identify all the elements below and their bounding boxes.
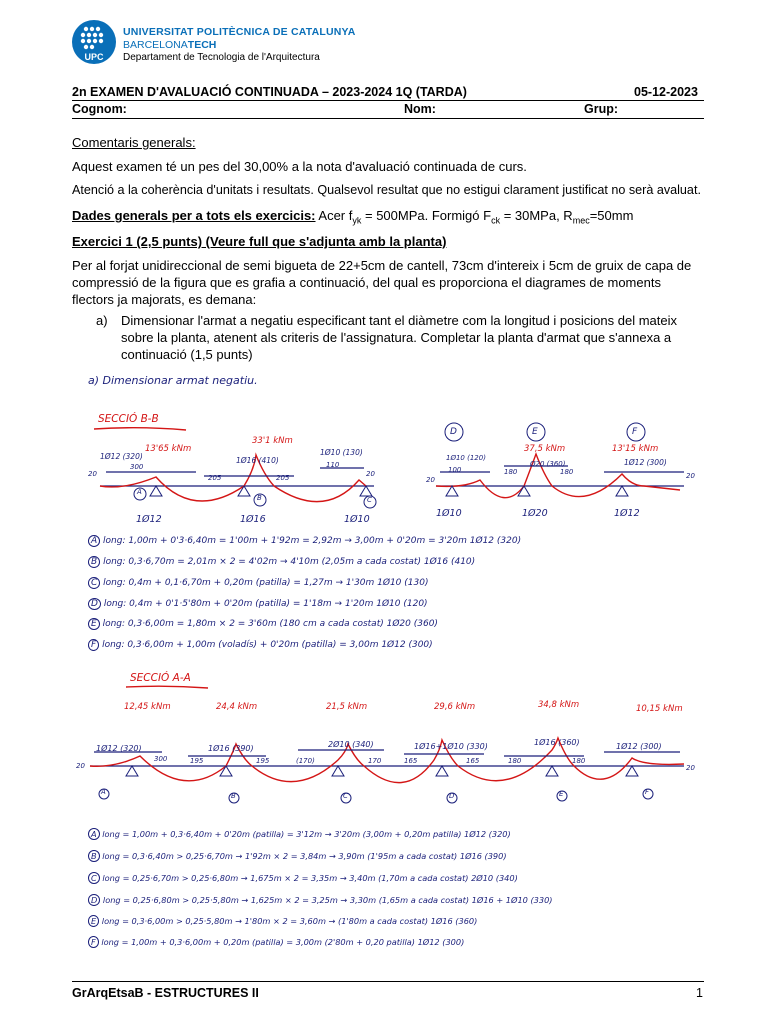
- aa-dim-9: 180: [572, 757, 586, 765]
- bb-bottom-5: 1Ø20: [522, 508, 548, 519]
- bb-bar-5: Ø20 (360): [530, 460, 566, 468]
- upc-logo: [72, 20, 116, 64]
- aa-bar-3: 2Ø10 (340): [328, 740, 374, 749]
- bb-dim-8: 180: [504, 468, 518, 476]
- bb-support-C: C: [367, 496, 372, 504]
- university-name: UNIVERSITAT POLITÈCNICA DE CATALUNYA: [123, 26, 356, 38]
- bb-calc-E: E long: 0,3·6,00m = 1,80m × 2 = 3'60m (180 cm a cada costat) 1Ø20 (360): [88, 619, 438, 629]
- bb-dim-1: 300: [130, 463, 144, 471]
- aa-bar-2: 1Ø16 (390): [208, 744, 254, 753]
- bb-support-F: F: [632, 427, 638, 437]
- general-data-line: Dades generals per a tots els exercicis: Acer $f_{yk} = 500MPa$. Formigó $F_{ck} = 30MPa$, $R_{mec}=50mm$: [72, 208, 634, 226]
- bb-dim-6: 20: [366, 470, 375, 478]
- aa-calc-F: F long = 1,00m + 0,3·6,00m + 0,20m (patilla) = 3,00m (2'80m + 0,20 patilla) 1Ø12 (300): [88, 937, 464, 947]
- bb-moment-3: 37,5 kNm: [524, 444, 566, 454]
- exam-title: 2n EXAMEN D'AVALUACIÓ CONTINUADA – 2023-2024 1Q (TARDA): [72, 85, 467, 99]
- aa-calc-B: B long = 0,3·6,40m > 0,25·6,70m → 1'92m × 2 = 3,84m → 3,90m (1'95m a cada costat) 1Ø16 (390): [88, 851, 507, 861]
- bb-calc-F: F long: 0,3·6,00m + 1,00m (voladís) + 0'20m (patilla) = 3,00m 1Ø12 (300): [88, 640, 433, 650]
- handwritten-intro: a) Dimensionar armat negatiu.: [88, 374, 258, 387]
- bb-bottom-4: 1Ø10: [436, 508, 462, 519]
- units-paragraph: Atenció a la coherència d'unitats i resultats. Qualsevol resultat que no estigui clarament justificat no serà avaluat.: [72, 183, 701, 197]
- bb-bottom-2: 1Ø16: [240, 514, 266, 525]
- bb-moment-4: 13'15 kNm: [612, 444, 659, 454]
- aa-dim-11: 20: [686, 764, 695, 772]
- bb-calc-B: B long: 0,3·6,70m = 2,01m × 2 = 4'02m → 4'10m (2,05m a cada costat) 1Ø16 (410): [88, 557, 475, 567]
- bb-dim-2: 205: [208, 474, 222, 482]
- group-label: Grup:: [584, 102, 619, 116]
- bb-calc-A: A long: 1,00m + 0'3·6,40m = 1'00m + 1'92m = 2,92m → 3,00m + 0'20m = 3'20m 1Ø12 (320): [88, 536, 521, 546]
- aa-support-F: F: [645, 788, 650, 796]
- bb-support-A: A: [137, 488, 142, 496]
- aa-dim-5: 170: [368, 757, 382, 765]
- aa-calc-C: C long = 0,25·6,70m > 0,25·6,80m → 1,675m × 2 = 3,35m → 3,40m (1,70m a cada costat) 2Ø10 (340): [88, 873, 518, 883]
- surname-label: Cognom:: [72, 102, 127, 116]
- weight-paragraph: Aquest examen té un pes del 30,00% a la nota d'avaluació continuada de curs.: [72, 159, 527, 174]
- bb-dim-4: 110: [326, 461, 340, 469]
- section-aa-underline: [124, 684, 210, 690]
- bb-bottom-3: 1Ø10: [344, 514, 370, 525]
- item-a-marker: a): [96, 313, 108, 328]
- bb-dim-7: 100: [448, 466, 462, 474]
- bb-bar-1: 1Ø12 (320): [100, 452, 143, 461]
- aa-dim-8: 180: [508, 757, 522, 765]
- aa-calc-E: E long = 0,3·6,00m > 0,25·5,80m → 1'80m × 2 = 3,60m → (1'80m a cada costat) 1Ø16 (360): [88, 916, 477, 926]
- footer-rule: [72, 981, 704, 982]
- aa-moment-3: 21,5 kNm: [326, 702, 368, 712]
- aa-dim-7: 165: [466, 757, 480, 765]
- aa-support-E: E: [559, 790, 564, 798]
- bb-bar-3: 1Ø10 (130): [320, 448, 363, 457]
- bb-bar-6: 1Ø12 (300): [624, 458, 667, 467]
- aa-support-D: D: [449, 792, 455, 800]
- page-number: 1: [696, 986, 703, 1000]
- aa-moment-6: 10,15 kNm: [636, 704, 683, 714]
- aa-dim-4: (170): [296, 757, 315, 765]
- bb-moment-2: 33'1 kNm: [252, 436, 293, 446]
- bb-support-D: D: [450, 427, 457, 437]
- aa-moment-4: 29,6 kNm: [434, 702, 476, 712]
- section-aa-diagram: [84, 730, 694, 810]
- bb-bottom-1: 1Ø12: [136, 514, 162, 525]
- bb-bar-4: 1Ø10 (120): [446, 454, 486, 462]
- upc-logo-icon: [72, 20, 116, 64]
- aa-calc-A: A long = 1,00m + 0,3·6,40m + 0'20m (patilla) = 3'12m → 3'20m (3,00m + 0,20m patilla) 1Ø12 (320): [88, 829, 511, 839]
- aa-bar-6: 1Ø12 (300): [616, 742, 662, 751]
- aa-bar-4: 1Ø16+1Ø10 (330): [414, 742, 488, 751]
- aa-dim-3: 195: [256, 757, 270, 765]
- bb-dim-3: 205: [276, 474, 290, 482]
- aa-dim-1: 300: [154, 755, 168, 763]
- aa-support-C: C: [343, 792, 348, 800]
- section-bb-diagram: [84, 420, 704, 530]
- aa-dim-6: 165: [404, 757, 418, 765]
- bb-support-B: B: [257, 494, 262, 502]
- aa-support-A: A: [101, 788, 106, 796]
- aa-calc-D: D long = 0,25·6,80m > 0,25·5,80m → 1,625m × 2 = 3,25m → 3,30m (1,65m a cada costat) 1Ø16 + 1Ø10 (330): [88, 895, 553, 905]
- aa-dim-10: 20: [76, 762, 85, 770]
- bb-support-E: E: [532, 427, 538, 437]
- aa-moment-1: 12,45 kNm: [124, 702, 171, 712]
- section-aa-title: SECCIÓ A-A: [130, 672, 191, 684]
- svg-text:UPC: UPC: [84, 52, 104, 62]
- bb-bottom-6: 1Ø12: [614, 508, 640, 519]
- bb-moment-1: 13'65 kNm: [145, 444, 192, 454]
- bb-calc-C: C long: 0,4m + 0,1·6,70m + 0,20m (patilla) = 1,27m → 1'30m 1Ø10 (130): [88, 578, 428, 588]
- exercise-paragraph: Per al forjat unidireccional de semi bigueta de 22+5cm de cantell, 73cm d'intereix i 5cm de gruix de capa de compressió de la figura que es grafia a continuació, del qual es proporciona el diagrames de moments flectors ja majorats, es demana:: [72, 258, 692, 307]
- aa-bar-1: 1Ø12 (320): [96, 744, 142, 753]
- aa-bar-5: 1Ø16 (360): [534, 738, 580, 747]
- footer-course: GrArqEtsaB - ESTRUCTURES II: [72, 986, 259, 1000]
- section-bb-title: SECCIÓ B-B: [98, 413, 159, 425]
- exercise-heading: Exercici 1 (2,5 punts) (Veure full que s'adjunta amb la planta): [72, 234, 447, 249]
- bb-dim-5: 20: [88, 470, 97, 478]
- item-a-text: Dimensionar l'armat a negatiu especificant tant el diàmetre com la longitud i posicions del mateix sobre la planta, atenent als criteris de l'assignatura. Completar la planta d'armat que s'annexa a continuació (1,5 punts): [121, 313, 677, 362]
- aa-moment-2: 24,4 kNm: [216, 702, 258, 712]
- name-label: Nom:: [404, 102, 436, 116]
- aa-dim-2: 195: [190, 757, 204, 765]
- bb-dim-9: 180: [560, 468, 574, 476]
- aa-moment-5: 34,8 kNm: [538, 700, 580, 710]
- bb-bar-2: 1Ø16 (410): [236, 456, 279, 465]
- aa-support-B: B: [231, 792, 236, 800]
- department-name: Departament de Tecnologia de l'Arquitectura: [123, 52, 320, 63]
- bb-dim-10: 20: [426, 476, 435, 484]
- university-city: BARCELONATECH: [123, 39, 217, 51]
- header-rule: [72, 100, 704, 101]
- bb-dim-11: 20: [686, 472, 695, 480]
- exam-date: 05-12-2023: [634, 85, 698, 99]
- header-rule-bottom: [72, 118, 704, 119]
- comments-heading: Comentaris generals:: [72, 135, 196, 150]
- bb-calc-D: D long: 0,4m + 0'1·5'80m + 0'20m (patilla) = 1'18m → 1'20m 1Ø10 (120): [88, 599, 428, 609]
